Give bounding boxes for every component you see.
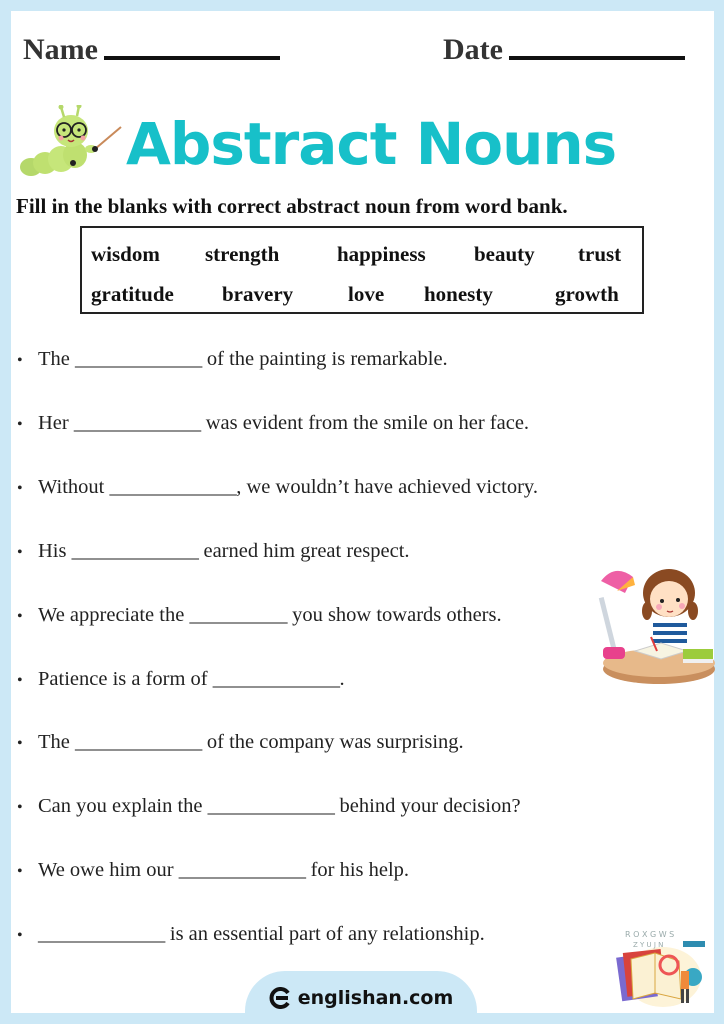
- sentence-item: [17, 859, 409, 882]
- page-title: Abstract Nouns: [126, 110, 617, 178]
- bullet: •: [17, 799, 23, 816]
- word-bank-row-2: [82, 274, 642, 314]
- word-bank: [80, 226, 644, 314]
- word-bank-word: trust: [578, 242, 622, 266]
- bullet: •: [17, 544, 23, 561]
- answer-blank[interactable]: _____________: [178, 859, 306, 881]
- sentence-text: you show towards others.: [286, 604, 502, 626]
- word-bank-word: honesty: [424, 282, 493, 306]
- sentence-text: of the painting is remarkable.: [201, 348, 448, 370]
- bullet: •: [17, 608, 23, 625]
- worksheet: [11, 11, 714, 1013]
- word-bank-word: growth: [555, 282, 619, 306]
- word-bank-word: happiness: [337, 242, 426, 266]
- sentence-text: for his help.: [305, 859, 410, 881]
- svg-text:R O X G W S: R O X G W S: [625, 930, 675, 939]
- sentence-text: was evident from the smile on her face.: [200, 412, 530, 434]
- sentence-text: earned him great respect.: [198, 540, 410, 562]
- sentence-text: His: [38, 540, 72, 562]
- sentence-item: [17, 412, 529, 435]
- sentence-text: We appreciate the: [38, 604, 190, 626]
- date-label: Date: [443, 33, 503, 66]
- sentence-item: [17, 668, 345, 691]
- instructions: Fill in the blanks with correct abstract noun from word bank.: [16, 194, 568, 218]
- sentence-text: behind your decision?: [334, 795, 521, 817]
- name-blank-line[interactable]: [104, 56, 280, 60]
- site-badge[interactable]: [245, 971, 477, 1024]
- bullet: •: [17, 863, 23, 880]
- answer-blank[interactable]: _____________: [75, 731, 202, 753]
- sentence-item: [17, 604, 502, 627]
- sentence-item: [17, 795, 521, 818]
- svg-text:Z Y U J N: Z Y U J N: [633, 941, 664, 949]
- answer-blank[interactable]: _____________: [212, 668, 340, 690]
- bullet: •: [17, 352, 23, 369]
- sentence-item: [17, 348, 448, 371]
- sentence-text: Can you explain the: [38, 795, 208, 817]
- sentence-text: The: [38, 348, 75, 370]
- sentence-item: [17, 540, 410, 563]
- answer-blank[interactable]: __________: [189, 604, 287, 626]
- sentence-item: [17, 731, 464, 754]
- word-bank-word: gratitude: [91, 282, 174, 306]
- caterpillar-mascot-icon: [17, 105, 125, 183]
- sentence-text: .: [339, 668, 345, 690]
- answer-blank[interactable]: _____________: [75, 348, 202, 370]
- sentence-text: is an essential part of any relationship.: [164, 923, 485, 945]
- name-field: [23, 33, 280, 67]
- word-bank-word: love: [348, 282, 385, 306]
- sentence-text: Patience is a form of: [38, 668, 213, 690]
- name-label: Name: [23, 33, 98, 66]
- englishan-logo-icon: [269, 987, 291, 1009]
- books-magnifier-illustration-icon: [611, 919, 709, 1011]
- bullet: •: [17, 480, 23, 497]
- word-bank-word: strength: [205, 242, 280, 266]
- sentence-text: Her: [38, 412, 74, 434]
- answer-blank[interactable]: _____________: [71, 540, 199, 562]
- girl-studying-illustration-icon: [597, 563, 715, 688]
- bullet: •: [17, 735, 23, 752]
- answer-blank[interactable]: _____________: [38, 923, 165, 945]
- word-bank-word: beauty: [474, 242, 535, 266]
- answer-blank[interactable]: _____________: [207, 795, 335, 817]
- sentence-item: [17, 923, 485, 946]
- bullet: •: [17, 416, 23, 433]
- answer-blank[interactable]: _____________: [73, 412, 201, 434]
- title-row: [11, 101, 714, 187]
- site-url[interactable]: englishan.com: [297, 986, 454, 1009]
- date-blank-line[interactable]: [509, 56, 685, 60]
- sentence-text: , we wouldn’t have achieved victory.: [236, 476, 538, 498]
- date-field: [443, 33, 685, 67]
- sentence-item: [17, 476, 538, 499]
- sentence-text: The: [38, 731, 75, 753]
- word-bank-word: bravery: [222, 282, 294, 306]
- bullet: •: [17, 927, 23, 944]
- word-bank-row-1: [82, 234, 642, 274]
- answer-blank[interactable]: _____________: [109, 476, 237, 498]
- sentence-text: of the company was surprising.: [201, 731, 464, 753]
- sentence-text: Without: [38, 476, 110, 498]
- word-bank-word: wisdom: [91, 242, 160, 266]
- sentence-text: We owe him our: [38, 859, 179, 881]
- bullet: •: [17, 672, 23, 689]
